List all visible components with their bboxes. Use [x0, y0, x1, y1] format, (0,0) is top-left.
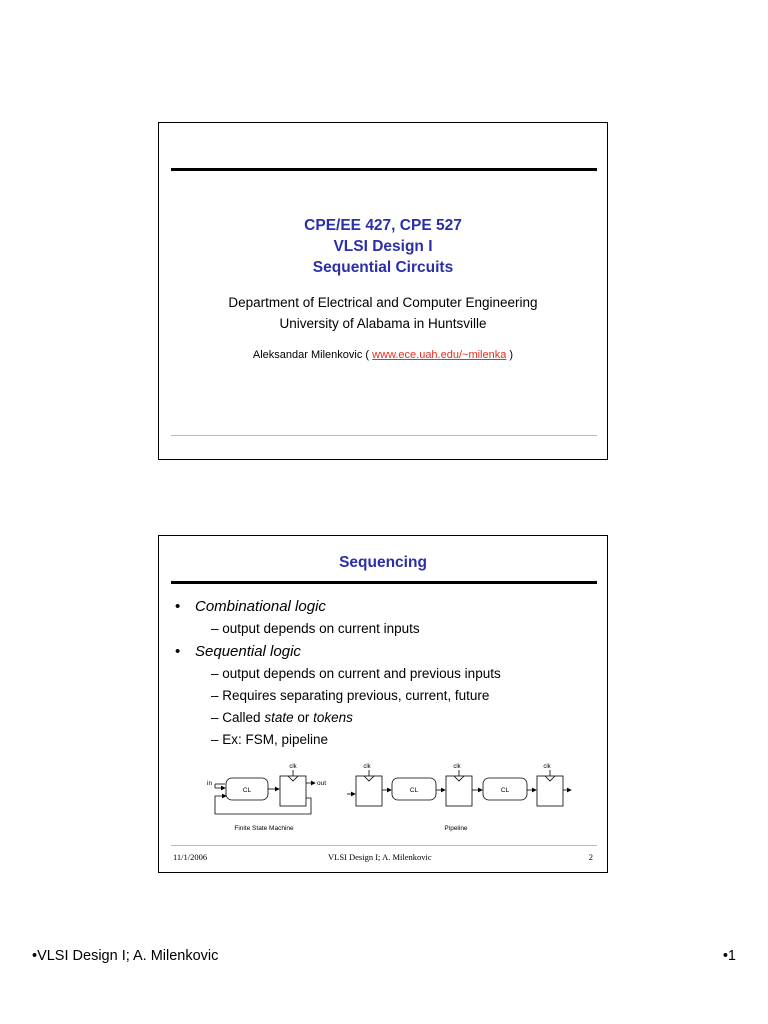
title-rule — [171, 581, 597, 584]
sub-bullet-called: – Called state or tokens — [211, 710, 353, 725]
slide-title: Sequencing — [339, 554, 427, 571]
sub-bullet-example: – Ex: FSM, pipeline — [211, 732, 329, 747]
bullet-list — [173, 596, 597, 751]
bullet-combinational: • Combinational logic — [173, 596, 597, 618]
affiliation — [159, 292, 607, 334]
fsm-caption: Finite State Machine — [234, 825, 294, 832]
course-title — [159, 215, 607, 278]
footer-course: VLSI Design I; A. Milenkovic — [328, 852, 432, 862]
footer-date: 11/1/2006 — [173, 852, 208, 862]
footer-page-number: 2 — [588, 852, 593, 862]
sub-bullet: – Requires separating previous, current, future — [211, 688, 490, 703]
sub-bullet: – output depends on current and previous inputs — [211, 666, 501, 681]
pipe-clk-label-1: clk — [363, 764, 371, 770]
page-footer-course: •VLSI Design I; A. Milenkovic — [32, 948, 219, 964]
pipe-cl-label-2: CL — [500, 787, 510, 794]
pipe-clk-label-3: clk — [543, 764, 551, 770]
pipeline-diagram — [347, 764, 571, 832]
footer-rule — [171, 845, 597, 846]
pipeline-caption: Pipeline — [444, 825, 468, 832]
course-code: CPE/EE 427, CPE 527 — [304, 217, 462, 234]
fsm-diagram — [207, 764, 326, 832]
sub-bullet: – output depends on current inputs — [211, 621, 420, 636]
top-rule — [171, 168, 597, 171]
fsm-out-label: out — [317, 780, 327, 787]
author-name: Aleksandar Milenkovic ( — [252, 349, 370, 361]
pipe-clk-label-2: clk — [453, 764, 461, 770]
fsm-pipeline-diagram — [199, 758, 579, 833]
fsm-clk-label: clk — [289, 764, 297, 770]
sequencing-slide — [158, 535, 608, 873]
author-line — [159, 349, 607, 361]
title-slide — [158, 122, 608, 460]
bottom-rule — [171, 435, 597, 436]
bullet-dot-icon: • — [175, 643, 181, 660]
department: Department of Electrical and Computer Engineering — [228, 295, 538, 310]
fsm-cl-label: CL — [242, 787, 252, 794]
page-footer-number: •1 — [722, 948, 736, 964]
fsm-in-label: in — [207, 780, 213, 787]
bullet-dot-icon: • — [175, 598, 181, 615]
author-website-link[interactable]: www.ece.uah.edu/~milenka — [372, 349, 507, 361]
university: University of Alabama in Huntsville — [279, 316, 487, 331]
bullet-sequential: • Sequential logic — [173, 641, 597, 663]
course-name: VLSI Design I — [333, 238, 433, 255]
pipe-cl-label-1: CL — [409, 787, 419, 794]
lecture-topic: Sequential Circuits — [312, 259, 454, 276]
author-close-paren: ) — [509, 349, 514, 361]
